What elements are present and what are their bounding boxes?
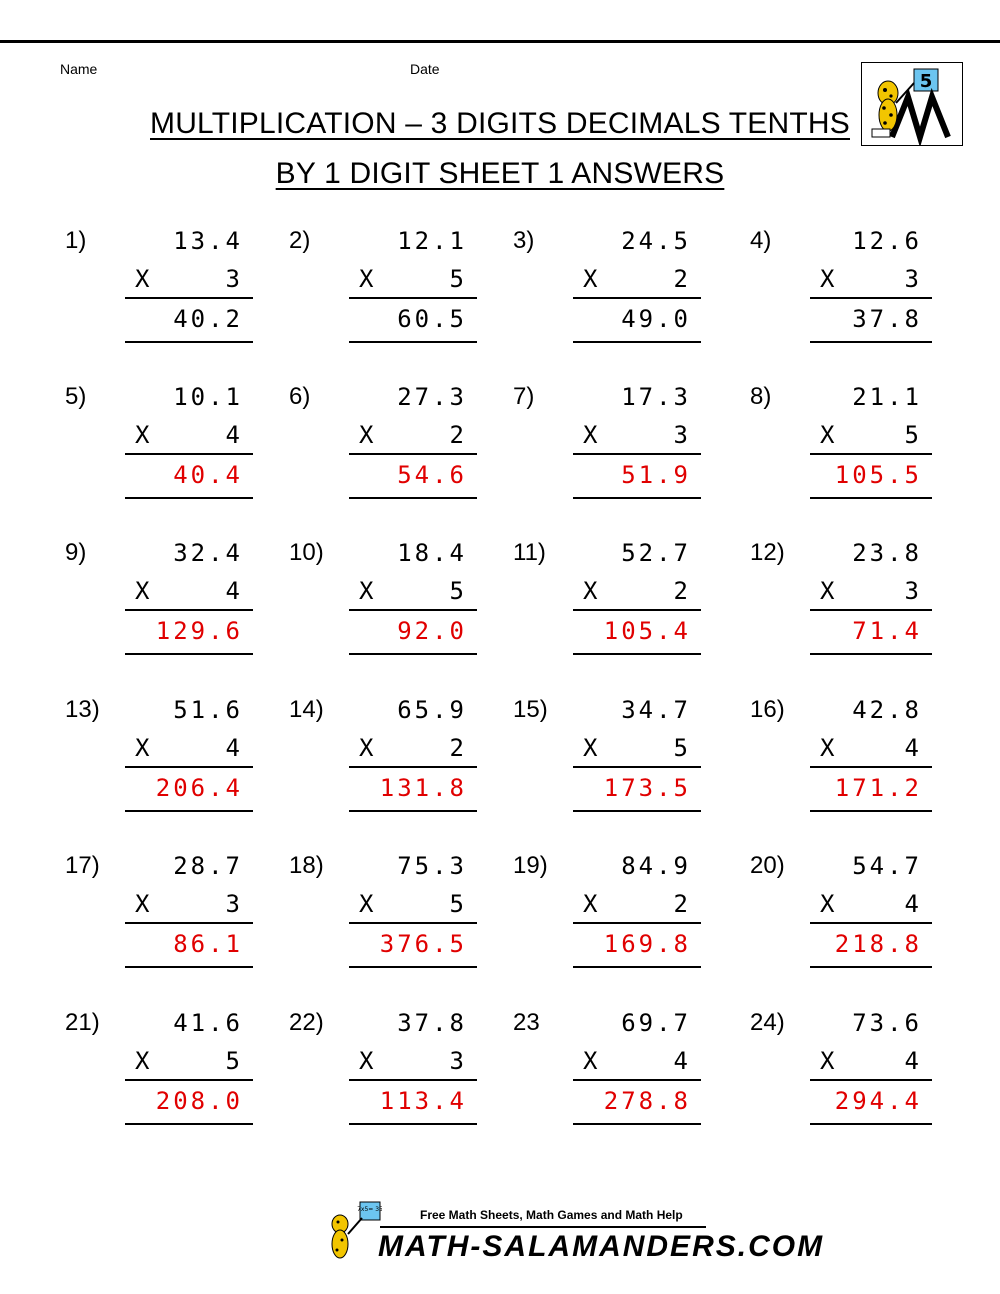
answer-value: 131.8 xyxy=(379,774,467,802)
multiplicand: 10.1 xyxy=(173,383,243,411)
multiply-sign: X xyxy=(583,265,601,293)
problem-item xyxy=(750,226,922,346)
date-label: Date xyxy=(410,61,440,77)
answer-line xyxy=(125,497,253,499)
multiply-sign: X xyxy=(135,265,153,293)
problem-number: 10) xyxy=(289,539,324,566)
multiplier: 3 xyxy=(904,577,922,605)
operation-line xyxy=(125,453,253,455)
problem-item xyxy=(65,695,243,815)
answer-line xyxy=(573,966,701,968)
multiplicand: 13.4 xyxy=(173,227,243,255)
problem-item xyxy=(289,382,467,502)
multiplicand: 54.7 xyxy=(852,852,922,880)
operation-line xyxy=(349,609,477,611)
answer-line xyxy=(810,966,932,968)
operation-line xyxy=(125,297,253,299)
multiplicand: 28.7 xyxy=(173,852,243,880)
multiplier: 4 xyxy=(904,890,922,918)
problem-item xyxy=(750,1008,922,1128)
multiplicand: 34.7 xyxy=(621,696,691,724)
operation-line xyxy=(125,1079,253,1081)
problem-item xyxy=(289,695,467,815)
multiplicand: 23.8 xyxy=(852,539,922,567)
operation-line xyxy=(349,922,477,924)
multiplicand: 18.4 xyxy=(397,539,467,567)
answer-line xyxy=(349,810,477,812)
answer-line xyxy=(125,1123,253,1125)
multiplicand: 65.9 xyxy=(397,696,467,724)
multiplicand: 24.5 xyxy=(621,227,691,255)
page-subtitle xyxy=(0,156,1000,192)
problem-item xyxy=(65,382,243,502)
operation-line xyxy=(573,609,701,611)
multiplicand: 12.1 xyxy=(397,227,467,255)
answer-line xyxy=(810,341,932,343)
multiplier: 4 xyxy=(225,577,243,605)
answer-line xyxy=(349,497,477,499)
problem-number: 16) xyxy=(750,696,785,723)
multiplicand: 27.3 xyxy=(397,383,467,411)
multiply-sign: X xyxy=(359,1047,377,1075)
answer-value: 54.6 xyxy=(397,461,467,489)
answer-value: 206.4 xyxy=(155,774,243,802)
multiply-sign: X xyxy=(820,734,838,762)
answer-line xyxy=(573,653,701,655)
problem-item xyxy=(289,538,467,658)
answer-value: 86.1 xyxy=(173,930,243,958)
multiplicand: 69.7 xyxy=(621,1009,691,1037)
operation-line xyxy=(810,609,932,611)
problem-item xyxy=(289,1008,467,1128)
answer-line xyxy=(349,1123,477,1125)
grade-badge-number: 5 xyxy=(919,71,933,92)
footer-rule xyxy=(380,1226,706,1228)
multiplier: 2 xyxy=(673,577,691,605)
multiplicand: 42.8 xyxy=(852,696,922,724)
problem-number: 19) xyxy=(513,852,548,879)
footer-site-link[interactable]: MATH-SALAMANDERS.COM xyxy=(378,1230,825,1263)
problem-item xyxy=(513,1008,691,1128)
problem-number: 2) xyxy=(289,227,311,254)
multiplicand: 32.4 xyxy=(173,539,243,567)
operation-line xyxy=(810,922,932,924)
answer-value: 92.0 xyxy=(397,617,467,645)
operation-line xyxy=(349,1079,477,1081)
problem-number: 15) xyxy=(513,696,548,723)
multiply-sign: X xyxy=(135,734,153,762)
problem-number: 8) xyxy=(750,383,772,410)
multiplicand: 51.6 xyxy=(173,696,243,724)
answer-value: 376.5 xyxy=(379,930,467,958)
multiplier: 3 xyxy=(225,890,243,918)
operation-line xyxy=(125,766,253,768)
problem-number: 23 xyxy=(513,1009,540,1036)
multiplier: 5 xyxy=(904,421,922,449)
top-rule xyxy=(0,40,1000,43)
problem-number: 7) xyxy=(513,383,535,410)
problem-item xyxy=(513,226,691,346)
answer-value: 171.2 xyxy=(834,774,922,802)
operation-line xyxy=(573,297,701,299)
multiplicand: 17.3 xyxy=(621,383,691,411)
problem-item xyxy=(65,851,243,971)
footer-logo xyxy=(322,1200,382,1266)
answer-value: 105.5 xyxy=(834,461,922,489)
operation-line xyxy=(349,297,477,299)
multiplier: 3 xyxy=(904,265,922,293)
title-line-1: MULTIPLICATION – 3 DIGITS DECIMALS TENTHS xyxy=(150,107,850,140)
problem-number: 14) xyxy=(289,696,324,723)
footer-logo-text: 7x5= 35 xyxy=(357,1206,382,1213)
operation-line xyxy=(573,1079,701,1081)
answer-line xyxy=(125,341,253,343)
problem-item xyxy=(513,382,691,502)
multiplicand: 52.7 xyxy=(621,539,691,567)
multiply-sign: X xyxy=(583,577,601,605)
answer-line xyxy=(573,497,701,499)
multiplicand: 84.9 xyxy=(621,852,691,880)
answer-value: 129.6 xyxy=(155,617,243,645)
problem-item xyxy=(513,851,691,971)
multiply-sign: X xyxy=(359,734,377,762)
multiplier: 4 xyxy=(225,734,243,762)
answer-line xyxy=(573,1123,701,1125)
answer-line xyxy=(810,653,932,655)
operation-line xyxy=(349,453,477,455)
operation-line xyxy=(573,766,701,768)
problem-item xyxy=(65,538,243,658)
grade-logo xyxy=(861,62,963,146)
multiply-sign: X xyxy=(820,577,838,605)
problem-number: 21) xyxy=(65,1009,100,1036)
multiplicand: 12.6 xyxy=(852,227,922,255)
multiplier: 2 xyxy=(673,265,691,293)
answer-line xyxy=(125,653,253,655)
answer-value: 49.0 xyxy=(621,305,691,333)
answer-value: 40.2 xyxy=(173,305,243,333)
answer-value: 294.4 xyxy=(834,1087,922,1115)
problem-number: 12) xyxy=(750,539,785,566)
answer-value: 173.5 xyxy=(603,774,691,802)
operation-line xyxy=(349,766,477,768)
answer-value: 278.8 xyxy=(603,1087,691,1115)
problem-number: 5) xyxy=(65,383,87,410)
problem-item xyxy=(750,851,922,971)
title-line-2: BY 1 DIGIT SHEET 1 ANSWERS xyxy=(275,157,725,190)
operation-line xyxy=(810,1079,932,1081)
problem-number: 24) xyxy=(750,1009,785,1036)
answer-line xyxy=(125,810,253,812)
operation-line xyxy=(573,922,701,924)
multiply-sign: X xyxy=(135,890,153,918)
answer-value: 60.5 xyxy=(397,305,467,333)
problem-item xyxy=(65,226,243,346)
multiply-sign: X xyxy=(583,890,601,918)
multiplier: 3 xyxy=(449,1047,467,1075)
multiply-sign: X xyxy=(135,577,153,605)
problem-item xyxy=(750,695,922,815)
problem-number: 6) xyxy=(289,383,311,410)
answer-line xyxy=(810,1123,932,1125)
multiply-sign: X xyxy=(583,734,601,762)
multiply-sign: X xyxy=(359,577,377,605)
answer-line xyxy=(810,810,932,812)
multiplicand: 41.6 xyxy=(173,1009,243,1037)
answer-value: 105.4 xyxy=(603,617,691,645)
problem-item xyxy=(513,695,691,815)
multiply-sign: X xyxy=(820,890,838,918)
multiplier: 3 xyxy=(225,265,243,293)
answer-value: 40.4 xyxy=(173,461,243,489)
problem-number: 20) xyxy=(750,852,785,879)
name-label: Name xyxy=(60,61,98,77)
problem-number: 13) xyxy=(65,696,100,723)
multiply-sign: X xyxy=(820,265,838,293)
multiplier: 3 xyxy=(673,421,691,449)
multiply-sign: X xyxy=(359,421,377,449)
operation-line xyxy=(810,453,932,455)
multiplier: 4 xyxy=(904,1047,922,1075)
answer-value: 71.4 xyxy=(852,617,922,645)
multiply-sign: X xyxy=(820,1047,838,1075)
multiply-sign: X xyxy=(820,421,838,449)
answer-value: 218.8 xyxy=(834,930,922,958)
problem-item xyxy=(750,382,922,502)
multiply-sign: X xyxy=(359,890,377,918)
problem-number: 1) xyxy=(65,227,87,254)
operation-line xyxy=(125,922,253,924)
multiplier: 5 xyxy=(225,1047,243,1075)
answer-line xyxy=(349,653,477,655)
multiplier: 5 xyxy=(449,890,467,918)
answer-line xyxy=(349,341,477,343)
multiplier: 5 xyxy=(673,734,691,762)
multiplicand: 37.8 xyxy=(397,1009,467,1037)
multiplier: 2 xyxy=(449,734,467,762)
multiplier: 4 xyxy=(225,421,243,449)
answer-value: 51.9 xyxy=(621,461,691,489)
multiplier: 2 xyxy=(673,890,691,918)
problem-item xyxy=(513,538,691,658)
answer-value: 113.4 xyxy=(379,1087,467,1115)
problem-item xyxy=(289,226,467,346)
multiply-sign: X xyxy=(583,421,601,449)
multiply-sign: X xyxy=(583,1047,601,1075)
multiplier: 2 xyxy=(449,421,467,449)
answer-line xyxy=(349,966,477,968)
operation-line xyxy=(125,609,253,611)
multiplicand: 75.3 xyxy=(397,852,467,880)
multiply-sign: X xyxy=(135,1047,153,1075)
multiplicand: 21.1 xyxy=(852,383,922,411)
answer-line xyxy=(810,497,932,499)
problem-item xyxy=(750,538,922,658)
multiplier: 4 xyxy=(673,1047,691,1075)
problem-number: 3) xyxy=(513,227,535,254)
multiplier: 5 xyxy=(449,577,467,605)
operation-line xyxy=(810,766,932,768)
answer-value: 208.0 xyxy=(155,1087,243,1115)
operation-line xyxy=(573,453,701,455)
footer-tagline: Free Math Sheets, Math Games and Math Help xyxy=(420,1208,683,1222)
answer-line xyxy=(573,810,701,812)
multiplier: 5 xyxy=(449,265,467,293)
problem-number: 17) xyxy=(65,852,100,879)
problem-number: 18) xyxy=(289,852,324,879)
problem-number: 22) xyxy=(289,1009,324,1036)
answer-line xyxy=(573,341,701,343)
problem-item xyxy=(289,851,467,971)
problem-number: 11) xyxy=(513,539,546,566)
problem-number: 4) xyxy=(750,227,772,254)
answer-value: 169.8 xyxy=(603,930,691,958)
multiplicand: 73.6 xyxy=(852,1009,922,1037)
multiply-sign: X xyxy=(135,421,153,449)
operation-line xyxy=(810,297,932,299)
problem-number: 9) xyxy=(65,539,87,566)
salamander-logo-icon xyxy=(862,63,962,145)
answer-value: 37.8 xyxy=(852,305,922,333)
problem-item xyxy=(65,1008,243,1128)
salamander-footer-icon xyxy=(322,1200,382,1266)
multiplier: 4 xyxy=(904,734,922,762)
page-title xyxy=(0,106,1000,142)
answer-line xyxy=(125,966,253,968)
multiply-sign: X xyxy=(359,265,377,293)
